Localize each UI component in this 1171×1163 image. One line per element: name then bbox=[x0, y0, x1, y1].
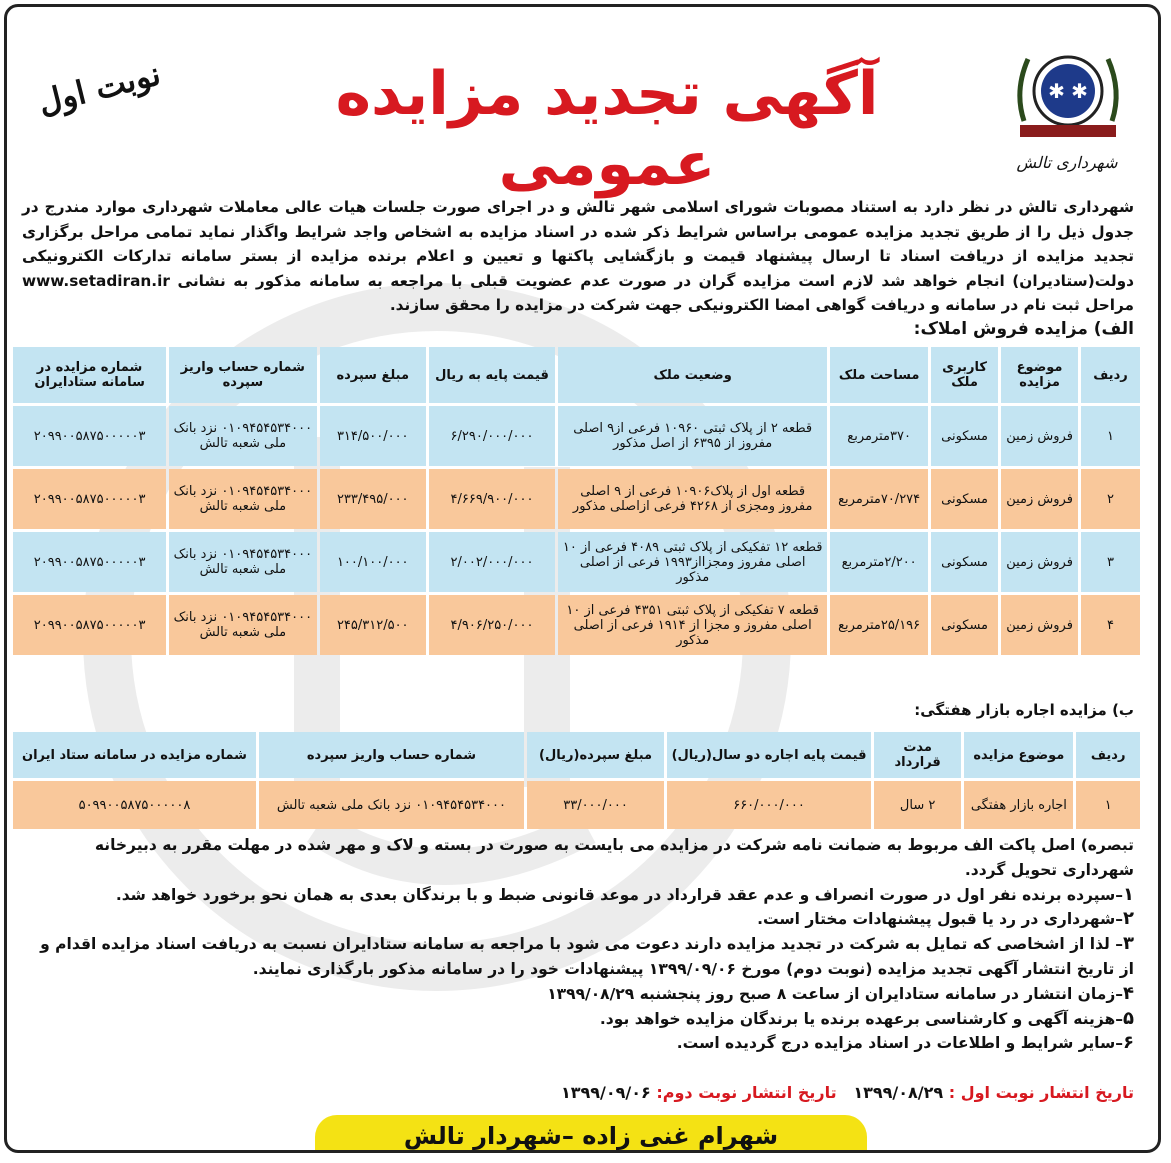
table-cell: ۳۱۴/۵۰۰/۰۰۰ bbox=[320, 406, 426, 466]
table-cell: ۷۰/۲۷۴مترمربع bbox=[830, 469, 928, 529]
table-cell: ۳۳/۰۰۰/۰۰۰ bbox=[527, 781, 664, 829]
header-cell: موضوع مزایده bbox=[1001, 347, 1078, 403]
table-cell: مسکونی bbox=[931, 532, 998, 592]
table-cell: قطعه ۲ از پلاک ثبتی ۱۰۹۶۰ فرعی از۹ اصلی مفروز از ۶۳۹۵ از اصل مذکور bbox=[558, 406, 827, 466]
table-cell: ۴ bbox=[1081, 595, 1140, 655]
table-cell: ۰۱۰۹۴۵۴۵۳۴۰۰۰ نزد بانک ملی شعبه تالش bbox=[169, 532, 316, 592]
header-cell: کاربری ملک bbox=[931, 347, 998, 403]
page-title: آگهی تجدید مزایده عمومی bbox=[335, 59, 879, 199]
table-cell: ۲۰۹۹۰۰۵۸۷۵۰۰۰۰۰۳ bbox=[13, 595, 166, 655]
section-b-heading: ب) مزایده اجاره بازار هفتگی: bbox=[914, 701, 1134, 719]
table-cell: ۴/۶۶۹/۹۰۰/۰۰۰ bbox=[429, 469, 555, 529]
table-cell: ۶/۲۹۰/۰۰۰/۰۰۰ bbox=[429, 406, 555, 466]
publication-dates bbox=[561, 1083, 1134, 1102]
note-text: –هزینه آگهی و کارشناسی برعهده برنده یا برندگان مزایده خواهد بود. bbox=[599, 1009, 1123, 1028]
table-cell: فروش زمین bbox=[1001, 406, 1078, 466]
signature-banner: شهرام غنی زاده –شهردار تالش bbox=[315, 1115, 867, 1153]
note-item bbox=[22, 1007, 1134, 1032]
notice-page bbox=[4, 4, 1161, 1153]
logo-caption: شهرداری تالش bbox=[1016, 153, 1118, 172]
table-cell: ۲/۲۰۰مترمربع bbox=[830, 532, 928, 592]
header-cell: ردیف bbox=[1081, 347, 1140, 403]
table-cell: ۴/۹۰۶/۲۵۰/۰۰۰ bbox=[429, 595, 555, 655]
note-text: –سپرده برنده نفر اول در صورت انصراف و عدم عقد قرارداد در موعد قانونی ضبط و با برندگان بعدی به همان نحو برخورد خواهد شد. bbox=[115, 885, 1123, 904]
note-item bbox=[22, 907, 1134, 932]
table-cell: ۲۰۹۹۰۰۵۸۷۵۰۰۰۰۰۳ bbox=[13, 469, 166, 529]
table-cell: قطعه ۱۲ تفکیکی از پلاک ثبتی ۴۰۸۹ فرعی از ۱۰ اصلی مفروز ومجزااز۱۹۹۳ فرعی از اصلی مذکور bbox=[558, 532, 827, 592]
note-text: –زمان انتشار در سامانه ستادایران از ساعت ۸ صبح روز پنجشنبه ۱۳۹۹/۰۸/۲۹ bbox=[547, 984, 1123, 1003]
note-number: ۴ bbox=[1123, 982, 1134, 1004]
table-cell: ۲/۰۰۲/۰۰۰/۰۰۰ bbox=[429, 532, 555, 592]
notes-section bbox=[22, 833, 1134, 1056]
table-header-row bbox=[13, 732, 1140, 778]
header-cell: ردیف bbox=[1076, 732, 1140, 778]
table-cell: ۶۶۰/۰۰۰/۰۰۰ bbox=[667, 781, 871, 829]
table-cell: قطعه اول از پلاک۱۰۹۰۶ فرعی از ۹ اصلی مفروز ومجزی از ۴۲۶۸ فرعی ازاصلی مذکور bbox=[558, 469, 827, 529]
table-row bbox=[13, 595, 1140, 655]
note-number: ۱ bbox=[1123, 883, 1134, 905]
table-cell: ۰۱۰۹۴۵۴۵۳۴۰۰۰ نزد بانک ملی شعبه تالش bbox=[169, 595, 316, 655]
table-cell: ۵۰۹۹۰۰۵۸۷۵۰۰۰۰۰۸ bbox=[13, 781, 256, 829]
table-cell: ۲۰۹۹۰۰۵۸۷۵۰۰۰۰۰۳ bbox=[13, 532, 166, 592]
note-number: ۵ bbox=[1123, 1007, 1134, 1029]
header-cell: وضعیت ملک bbox=[558, 347, 827, 403]
market-rent-table bbox=[10, 729, 1143, 832]
table-cell: ۲۳۳/۴۹۵/۰۰۰ bbox=[320, 469, 426, 529]
table-row bbox=[13, 781, 1140, 829]
header-cell: قیمت پایه به ریال bbox=[429, 347, 555, 403]
note-item bbox=[22, 883, 1134, 908]
first-date-label: تاریخ انتشار نوبت اول : bbox=[948, 1083, 1134, 1102]
table-cell: ۰۱۰۹۴۵۴۵۳۴۰۰۰ نزد بانک ملی شعبه تالش bbox=[169, 469, 316, 529]
table-row bbox=[13, 469, 1140, 529]
table-cell: ۳۷۰مترمربع bbox=[830, 406, 928, 466]
section-a-heading: الف) مزایده فروش املاک: bbox=[913, 319, 1134, 339]
note-number: ۲ bbox=[1123, 908, 1134, 930]
table-cell: ۱ bbox=[1081, 406, 1140, 466]
header-cell: مبلغ سپرده bbox=[320, 347, 426, 403]
table-header-row bbox=[13, 347, 1140, 403]
first-date: ۱۳۹۹/۰۸/۲۹ bbox=[853, 1083, 944, 1102]
table-cell: ۰۱۰۹۴۵۴۵۳۴۰۰۰ نزد بانک ملی شعبه تالش bbox=[169, 406, 316, 466]
table-cell: ۳ bbox=[1081, 532, 1140, 592]
header-cell: شماره حساب واریز سپرده bbox=[259, 732, 524, 778]
note-item bbox=[22, 1031, 1134, 1056]
table-cell: فروش زمین bbox=[1001, 469, 1078, 529]
note-item bbox=[22, 932, 1134, 982]
header-cell: قیمت پایه اجاره دو سال(ریال) bbox=[667, 732, 871, 778]
intro-paragraph: شهرداری تالش در نظر دارد به استناد مصوبات شورای اسلامی شهر تالش و در اجرای صورت جلسات هیات عالی معاملات شهرداری موارد مندرج در جدول ذیل را از طریق تجدید مزایده عمومی براساس شرایط ذکر شده در اسناد مزایده به اشخاص واجد شرایط واگذار نماید تمامی مراحل برگزاری تجدید مزایده از دریافت اسناد تا ارسال پیشنهاد قیمت و بازگشایی پاکتها و تعیین و اعلام برنده مزایده از بستر سامانه تدارکات الکترونیکی دولت(ستادیران) انجام خواهد شد لازم است مزایده گران در صورت عدم عضویت قبلی با مراجعه به سامانه مذکور به نشانی www.setadiran.ir مراحل ثبت نام در سامانه و دریافت گواهی امضا الکترونیکی جهت شرکت در مزایده را محقق سازند. bbox=[22, 198, 1134, 314]
note-tabsareh: تبصره) اصل پاکت الف مربوط به ضمانت نامه شرکت در مزایده می بایست به صورت در بسته و لاک و مهر شده در مهلت مقرر به دبیرخانه شهرداری تحویل گردد. bbox=[94, 836, 1134, 879]
table-cell: فروش زمین bbox=[1001, 532, 1078, 592]
header-cell: موضوع مزایده bbox=[964, 732, 1073, 778]
table-cell: ۰۱۰۹۴۵۴۵۳۴۰۰۰ نزد بانک ملی شعبه تالش bbox=[259, 781, 524, 829]
table-cell: ۱۰۰/۱۰۰/۰۰۰ bbox=[320, 532, 426, 592]
table-cell: قطعه ۷ تفکیکی از پلاک ثبتی ۴۳۵۱ فرعی از ۱۰ اصلی مفروز و مجزا از ۱۹۱۴ فرعی از اصلی مذکور bbox=[558, 595, 827, 655]
table-cell: اجاره بازار هفتگی bbox=[964, 781, 1073, 829]
note-text: – لذا از اشخاصی که تمایل به شرکت در تجدید مزایده دارند دعوت می شود با مراجعه به سامانه ستادایران نسبت به دریافت اسناد مزایده اقدام و از تاریخ انتشار آگهی تجدید مزایده (نوبت دوم) مورخ ۱۳۹۹/۰۹/۰۶ پیشنهادات خود را در سامانه مذکور بارگذاری نمایند. bbox=[40, 935, 1134, 978]
table-cell: مسکونی bbox=[931, 595, 998, 655]
note-number: ۶ bbox=[1123, 1032, 1134, 1054]
table-row bbox=[13, 532, 1140, 592]
table-row bbox=[13, 406, 1140, 466]
table-cell: ۲۰۹۹۰۰۵۸۷۵۰۰۰۰۰۳ bbox=[13, 406, 166, 466]
table-cell: ۲۴۵/۳۱۲/۵۰۰ bbox=[320, 595, 426, 655]
header-cell: شماره مزایده در سامانه ستادایران bbox=[13, 347, 166, 403]
table-cell: فروش زمین bbox=[1001, 595, 1078, 655]
table-cell: ۲ bbox=[1081, 469, 1140, 529]
table-cell: ۲ سال bbox=[874, 781, 961, 829]
table-cell: ۲۵/۱۹۶مترمربع bbox=[830, 595, 928, 655]
header-cell: مبلغ سپرده(ریال) bbox=[527, 732, 664, 778]
header-cell: مدت قرارداد bbox=[874, 732, 961, 778]
header-cell: مساحت ملک bbox=[830, 347, 928, 403]
note-item bbox=[22, 982, 1134, 1007]
second-date-label: تاریخ انتشار نوبت دوم: bbox=[656, 1083, 837, 1102]
second-date: ۱۳۹۹/۰۹/۰۶ bbox=[560, 1083, 651, 1102]
header-cell: شماره حساب واریز سپرده bbox=[169, 347, 316, 403]
table-cell: مسکونی bbox=[931, 469, 998, 529]
table-cell: مسکونی bbox=[931, 406, 998, 466]
note-number: ۳ bbox=[1123, 933, 1134, 955]
round-label: نوبت اول bbox=[34, 54, 165, 122]
svg-text:✱ ✱: ✱ ✱ bbox=[1048, 79, 1088, 103]
header-cell: شماره مزایده در سامانه ستاد ایران bbox=[13, 732, 256, 778]
table-cell: ۱ bbox=[1076, 781, 1140, 829]
note-text: –سایر شرایط و اطلاعات در اسناد مزایده درج گردیده است. bbox=[676, 1034, 1123, 1053]
property-sale-table bbox=[10, 344, 1143, 658]
note-text: –شهرداری در رد یا قبول پیشنهادات مختار است. bbox=[757, 910, 1123, 929]
